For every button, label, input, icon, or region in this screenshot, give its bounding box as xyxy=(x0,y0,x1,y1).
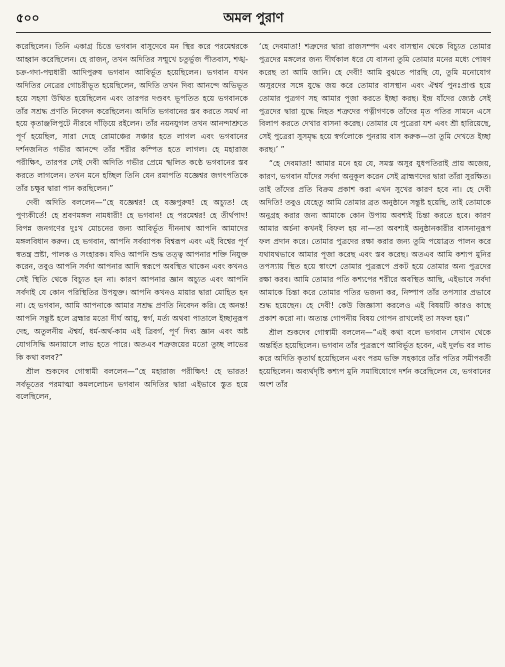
paragraph: শ্রীল শুকদেব গোস্বামী বললেন—“এই কথা বলে ভগবান সেখান থেকে অন্তর্হিত হয়েছিলেন। ভগবান তাঁর পুত্ররূপে আবির্ভূত হবেন, এই দুর্লভ বর লাভ করে অদিতি কৃতার্থ হয়েছিলেন এবং পরম ভক্তি সহকারে তাঁর পতির সমীপবর্তী হয়েছিলেন। অব্যর্থদৃষ্টি কশ্যপ মুনি সমাধিযোগে দর্শন করেছিলেন যে, ভগবানের অংশ তাঁর xyxy=(259,327,491,389)
paragraph: দেবী অদিতি বললেন—“হে যজ্ঞেশ্বর! হে যজ্ঞপুরুষ! হে অচ্যুত! হে পুণ্যকীর্তে! হে শ্রবণমঙ্গল নামধারী! হে ভগবান! হে পরমেশ্বর! হে তীর্থপাদ! বিপন্ন জনগণের দুঃখ মোচনের জন্য আবির্ভূত দীননাথ আপনি আমাদের মঙ্গলবিধান করুন। হে ভগবান, আপনি সর্বব্যাপক বিশ্বরূপ এবং এই বিশ্বের পূর্ণ স্বতন্ত্র স্রষ্টা, পালক ও সংহারক। যদিও আপনি শুদ্ধ তত্ত্ব আপনার শক্তি নিযুক্ত করেন, তবুও আপনি সর্বদা আপনার আদি স্বরূপে অবস্থিত থাকেন এবং কখনও সেই স্থিতি থেকে বিচ্যুত হন না। কারণ আপনার জ্ঞান অচ্যুত এবং আপনি সর্বদাই যে কোন পরিস্থিতির উপযুক্ত। আপনি কখনও মায়ার দ্বারা মোহিত হন না। হে ভগবান, আমি আপনাকে আমার সশ্রদ্ধ প্রণতি নিবেদন করি। হে অনন্ত! আপনি সন্তুষ্ট হলে ব্রহ্মার মতো দীর্ঘ আয়ু, স্বর্গ, মর্ত্য অথবা পাতালে ইচ্ছানুরূপ দেহ, অতুলনীয় ঐশ্বর্য, ধর্ম-অর্থ-কাম এই ত্রিবর্গ, পূর্ণ দিব্য জ্ঞান এবং অষ্ট যোগসিদ্ধি অনায়াসে লাভ হতে পারে। অতএব শত্রুজয়ের মতো তুচ্ছ লাভের কি কথা বলব?” xyxy=(16,197,248,362)
left-column xyxy=(16,41,248,405)
paragraph: শ্রীল শুকদেব গোস্বামী বললেন—“হে মহারাজ পরীক্ষিৎ! হে ভারত! সর্বভূতের পরমাত্মা কমললোচন ভগবান অদিতির দ্বারা এইভাবে স্তুত হয়ে বলেছিলেন, xyxy=(16,366,248,402)
right-column xyxy=(259,41,491,405)
page-header xyxy=(16,6,491,33)
paragraph: ‘হে দেবমাতা! শত্রুদের দ্বারা রাজসম্পদ এবং বাসস্থান থেকে বিচ্যুত তোমার পুত্রদের মঙ্গলের জন্য দীর্ঘকাল ধরে যে বাসনা তুমি তোমার মনের মধ্যে পোষণ করেছ তা আমি জানি। হে দেবী! আমি বুঝতে পারছি যে, তুমি মনোযোগ অসুরদের সঙ্গে যুদ্ধে জয় করে তোমার বাসস্থান এবং ঐশ্বর্য পুনঃপ্রাপ্ত হয়ে তোমার পুত্রগণ সহ আমার পূজা করতে ইচ্ছা করছ। ইন্দ্র যাঁদের জ্যেষ্ঠ সেই পুত্রদের দ্বারা যুদ্ধে নিহত শত্রুদের পত্নীগণকে তাঁদের মৃত পতির সামনে এসে বিলাপ করতে দেখার বাসনা করেছ। তোমার যে পুত্রেরা যশ এবং শ্রী হারিয়েছে, সেই পুত্রেরা সুসমৃদ্ধ হয়ে স্বর্গলোকে পুনরায় বাস করুক—তা তুমি দেখতে ইচ্ছা করছ।’ ” xyxy=(259,42,491,155)
paragraph: “হে দেবমাতা! আমার মনে হয় যে, সমস্ত অসুর যুধপতিরাই প্রায় অজেয়, কারণ, ভগবান যাঁদের সর্বদা অনুকূল করেন সেই ব্রাহ্মণদের দ্বারা তাঁরা সুরক্ষিত। তাই তাঁদের প্রতি বিক্রম প্রকাশ করা এখন সুখের কারণ হবে না। হে দেবী অদিতি! তবুও যেহেতু আমি তোমার ব্রত অনুষ্ঠানে সন্তুষ্ট হয়েছি, তাই তোমাকে অনুগ্রহ করার জন্য আমাকে কোন উপায় অবশ্যই চিন্তা করতে হবে। কারণ আমার অর্চনা কখনই বিফল হয় না—তা অবশ্যই অনুষ্ঠানকারীর বাসনানুরূপ ফল প্রদান করে। তোমার পুত্রদের রক্ষা করার জন্য তুমি পয়োব্রত পালন করে যথাযথভাবে আমার পূজা করেছ এবং স্তব করেছ। অতএব আমি কশ্যপ মুনির তপস্যায় স্থিত হয়ে স্বাংশে তোমার পুত্ররূপে প্রকট হয়ে তোমার অন্য পুত্রদের রক্ষা করব। আমি তোমার পতি কশ্যপের শরীরে অবস্থিত আছি, এইভাবে সর্বদা আমাকে চিন্তা করে তোমার পতির ভজনা কর, নিষ্পাপ তাঁর তপস্যার প্রভাবে শুদ্ধ হয়েছেন। হে দেবী! কেউ জিজ্ঞাসা করলেও এই বিষয়টি কারও কাছে প্রকাশ করো না। অত্যন্ত গোপনীয় বিষয় গোপন রাখলেই তা সফল হয়।” xyxy=(259,159,491,324)
text-columns xyxy=(16,41,491,405)
page-number: ৫০০ xyxy=(16,11,40,25)
running-title: অমল পুরাণ xyxy=(223,11,284,26)
paragraph: করেছিলেন। তিনি একাগ্র চিত্তে ভগবান বাসুদেবে মন স্থির করে পরমেশ্বরকে আহ্বান করেছিলেন। হে রাজন্‌, তখন অদিতির সম্মুখে চতুর্ভুজ পীতবাস, শঙ্খ-চক্র-গদা-পদ্মধারী আদিপুরুষ ভগবান আবির্ভূত হয়েছিলেন। ভগবান যখন অদিতির নেত্রের গোচরীভূত হয়েছিলেন, অদিতি তখন দিব্য আনন্দে অভিভূত হয়ে সহসা উত্থিত হয়েছিলেন এবং তারপর দণ্ডবৎ ভূপতিত হয়ে ভগবানকে তাঁর সশ্রদ্ধ প্রণতি নিবেদন করেছিলেন। অদিতি ভগবানের স্তব করতে সমর্থ না হয়ে কৃতাঞ্জলিপুটে নীরবে দাঁড়িয়ে রইলেন। তাঁর নয়নযুগল তখন আনন্দাশ্রুতে পূর্ণ হয়েছিল, সারা দেহে রোমাঞ্চের সঞ্চার হতে লাগল এবং ভগবানের দর্শনজনিত গভীর আনন্দে তাঁর শরীর কম্পিত হতে লাগল। হে মহারাজ পরীক্ষিৎ, তারপর সেই দেবী অদিতি গভীর প্রেমে স্খলিত কণ্ঠে ভগবানের স্তব করতে লাগলেন। তখন মনে হচ্ছিল তিনি যেন রমাপতি যজ্ঞেশ্বর জগৎপতিকে তাঁর চক্ষুর দ্বারা পান করছিলেন।” xyxy=(16,42,248,193)
